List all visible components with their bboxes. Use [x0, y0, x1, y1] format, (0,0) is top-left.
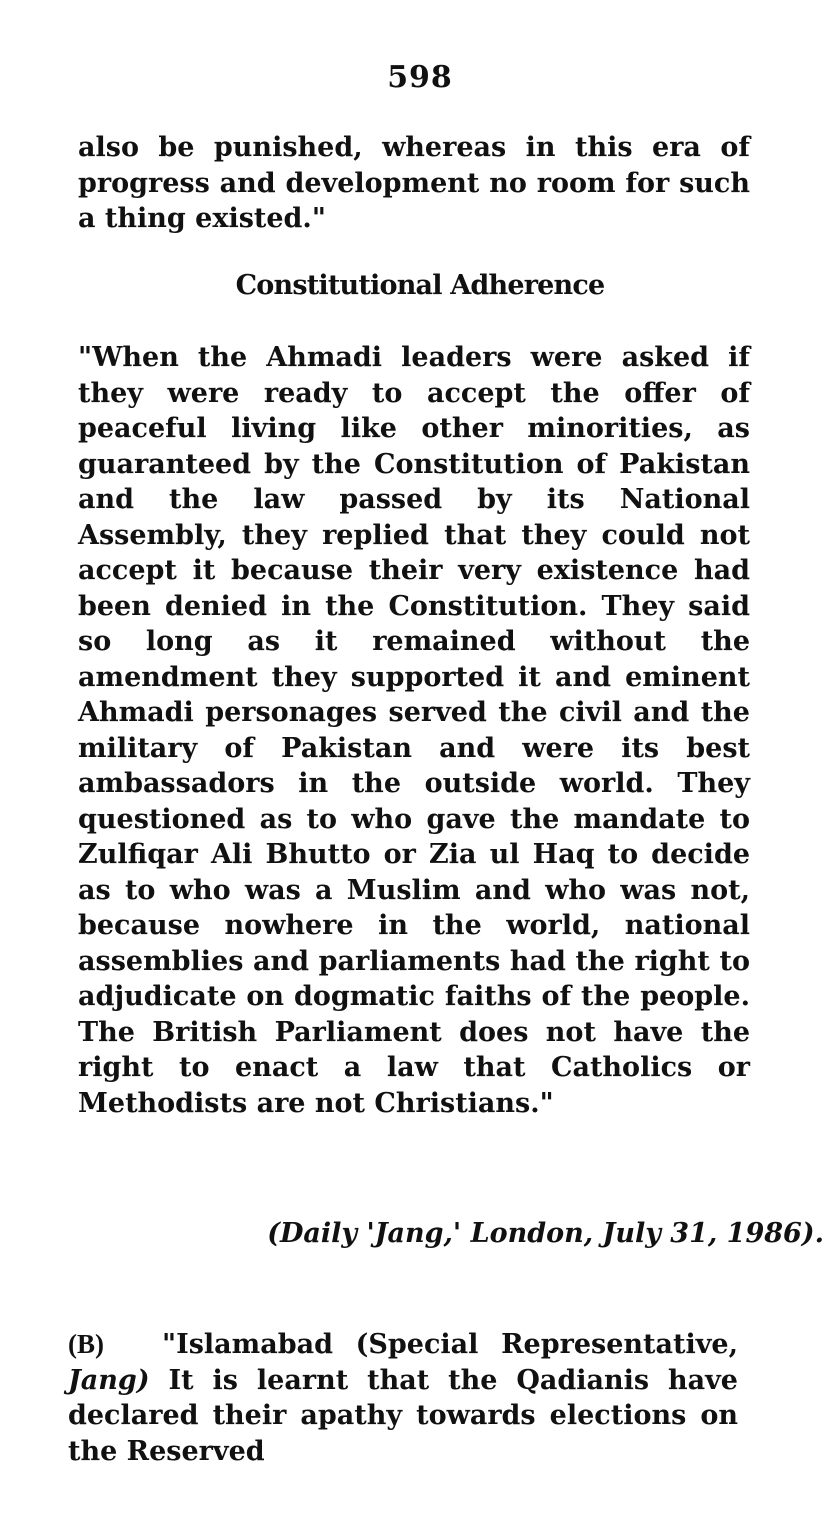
- citation: (Daily 'Jang,' London, July 31, 1986).: [267, 1218, 824, 1249]
- paragraph-b-end: It is learnt that the Qadianis have declared their apathy towards elections on the Reserved: [68, 1364, 738, 1467]
- paragraph-b-label: (B): [68, 1329, 104, 1359]
- paragraph-b-text: [68, 1327, 738, 1469]
- section-heading: Constitutional Adherence: [235, 270, 605, 301]
- paragraph-b: [68, 1327, 738, 1469]
- paragraph-continuation: [78, 130, 750, 237]
- page-number: 598: [387, 60, 453, 95]
- paragraph-b-start: "Islamabad (Special Representative,: [162, 1329, 738, 1360]
- quote-text: "When the Ahmadi leaders were asked if they were ready to accept the offer of peaceful living like other minorities, as guaranteed by the Constitution of Pakistan and the law passed by its National Assembly, they replied that they could not accept it because their very existence had been denied in the Constitution. They said so long as it remained without the amendment they supported it and eminent Ahmadi personages served the civil and the military of Pakistan and were its best ambassadors in the outside world. They questioned as to who gave the mandate to Zulfiqar Ali Bhutto or Zia ul Haq to decide as to who was a Muslim and who was not, because nowhere in the world, national assemblies and parliaments had the right to adjudicate on dogmatic faiths of the people. The British Parliament does not have the right to enact a law that Catholics or Methodists are not Christians.": [78, 342, 750, 1119]
- quoted-paragraph: [78, 340, 750, 1121]
- paragraph-text: also be punished, whereas in this era of progress and development no room for such a thing existed.": [78, 132, 750, 234]
- newspaper-name: Jang): [68, 1364, 150, 1396]
